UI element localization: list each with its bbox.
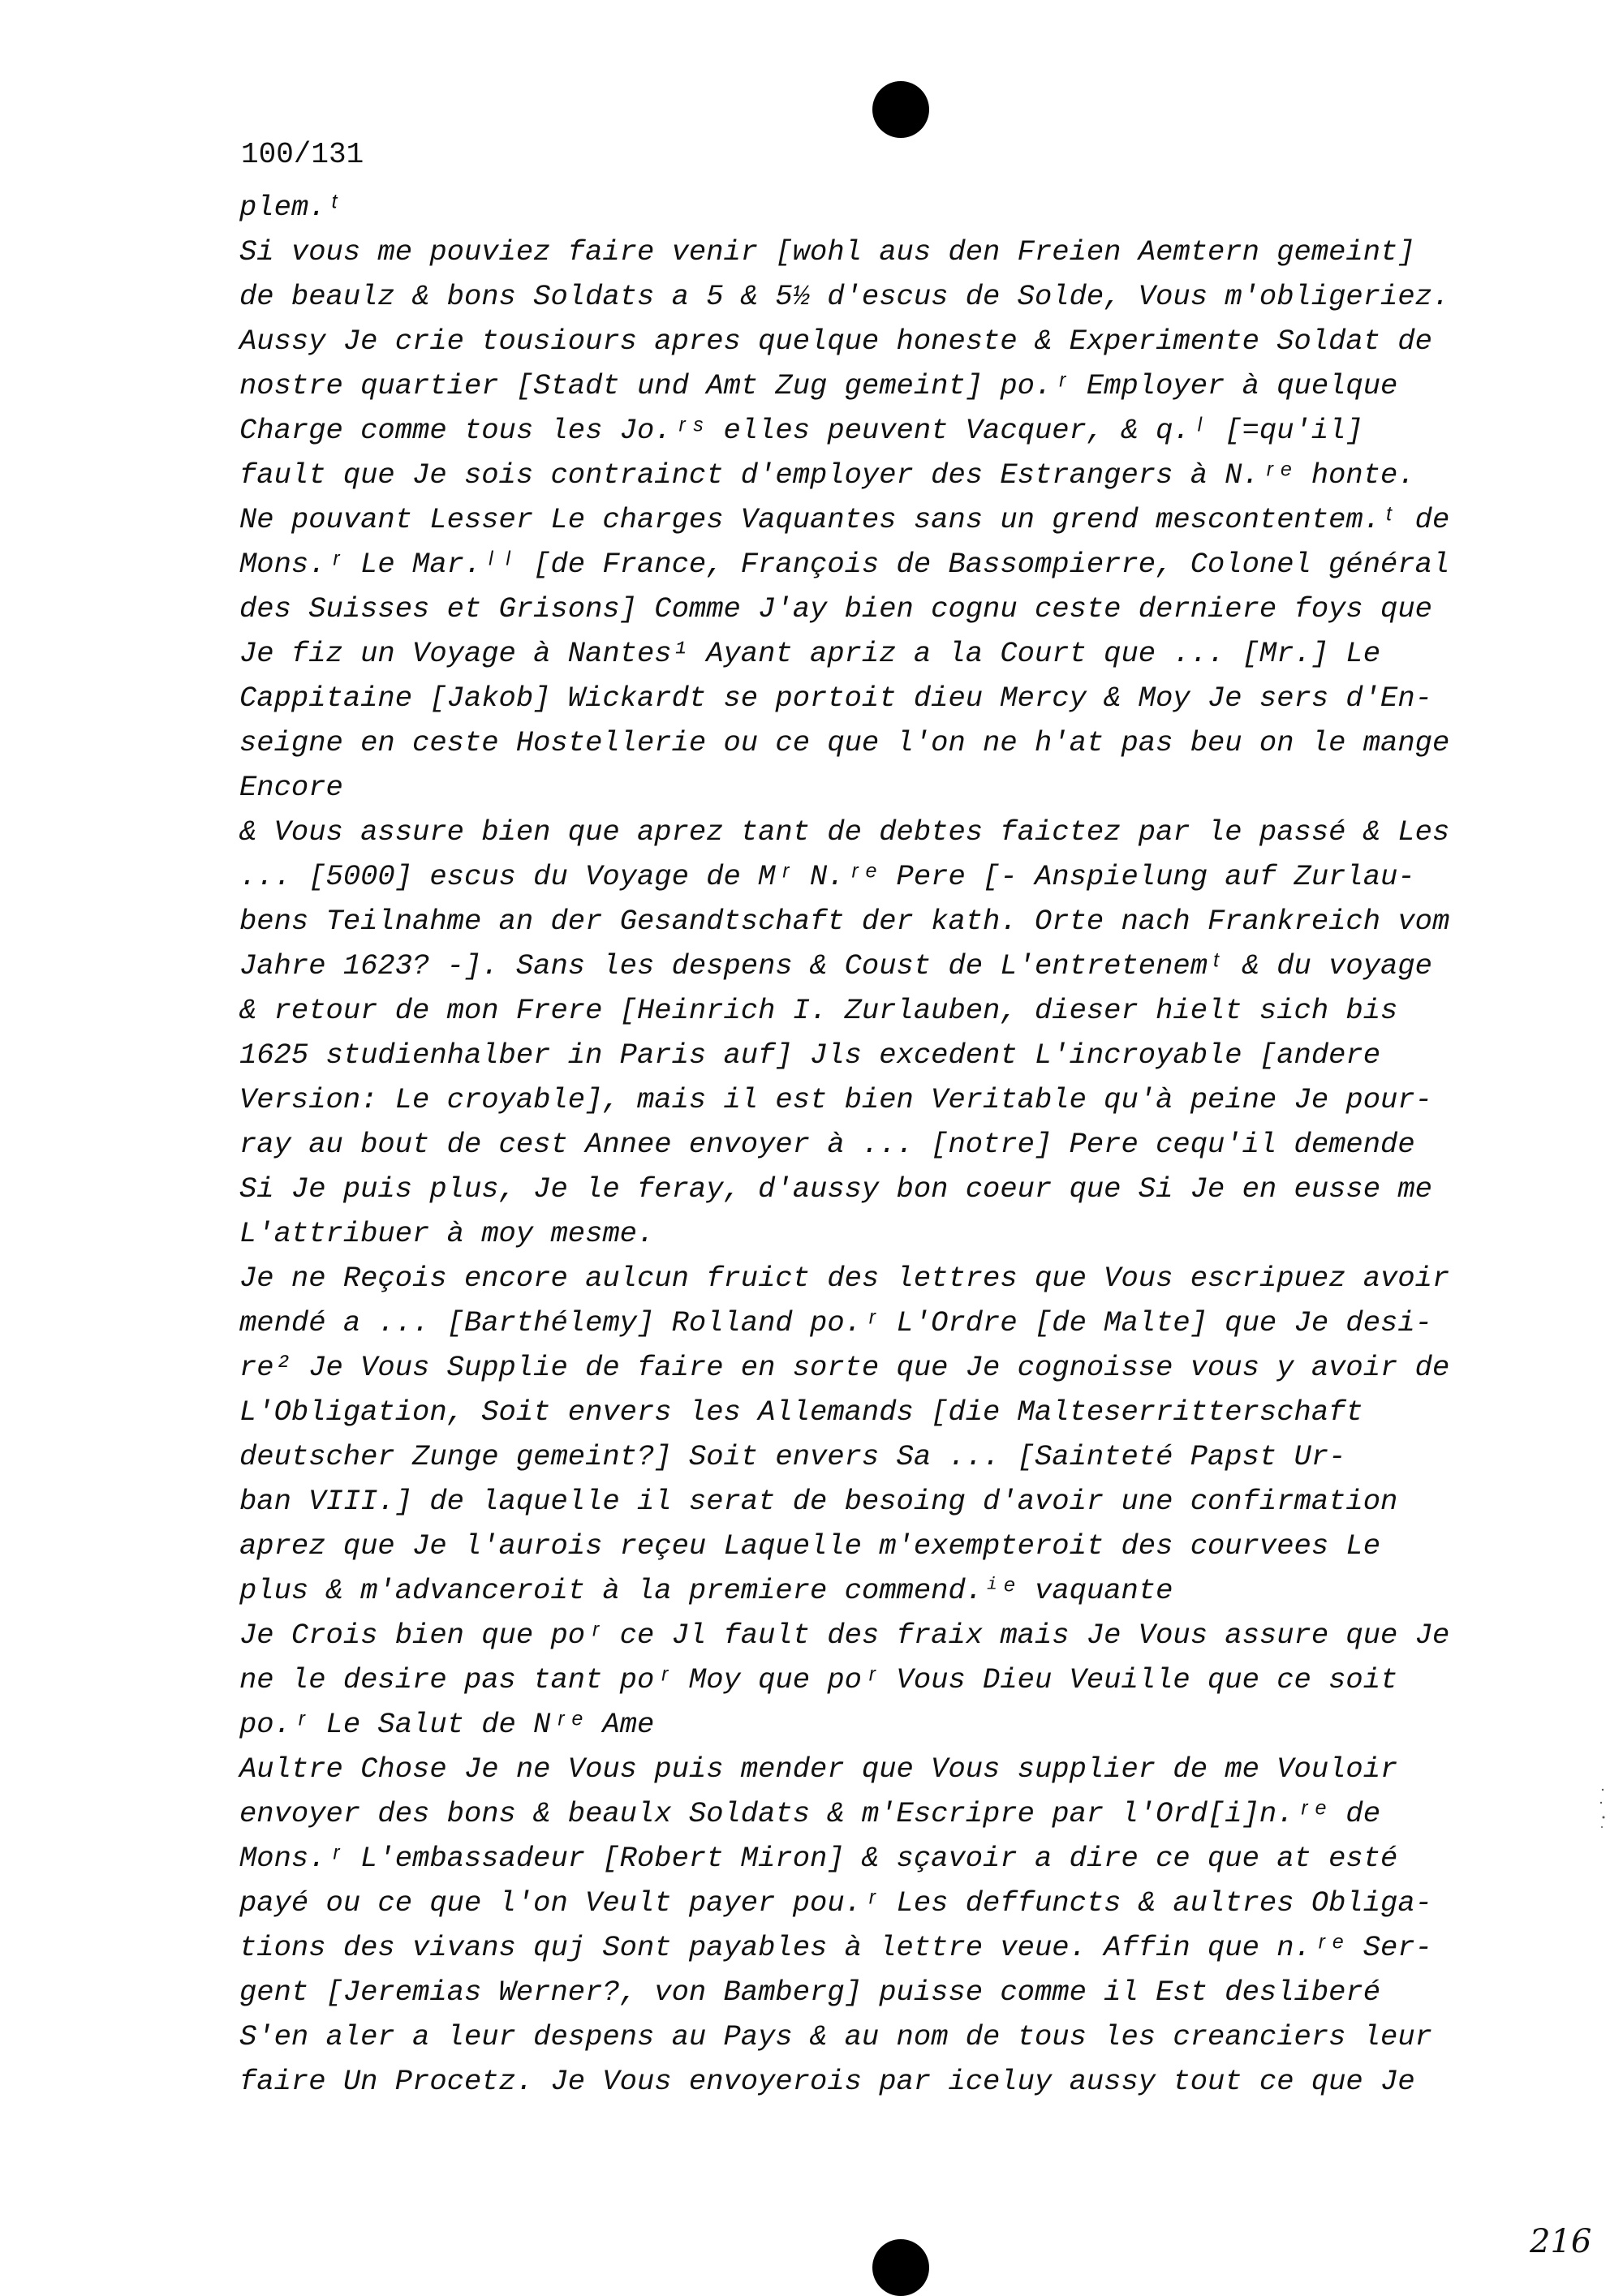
text-line: Mons.ʳ Le Mar.ˡˡ [de France, François de Bassompierre, Colonel général [239, 548, 1450, 581]
punch-hole-top [872, 81, 929, 138]
text-line: & retour de mon Frere [Heinrich I. Zurlauben, dieser hielt sich bis [239, 994, 1398, 1027]
text-line: Si Je puis plus, Je le feray, d'aussy bon coeur que Si Je en eusse me [239, 1172, 1432, 1206]
text-line: Version: Le croyable], mais il est bien Veritable qu'à peine Je pour- [239, 1083, 1432, 1116]
text-line: Charge comme tous les Jo.ʳˢ elles peuvent Vacquer, & q.ˡ [=qu'il] [239, 414, 1363, 447]
text-line: aprez que Je l'aurois reçeu Laquelle m'exempteroit des courvees Le [239, 1529, 1381, 1563]
text-line: fault que Je sois contrainct d'employer des Estrangers à N.ʳᵉ honte. [239, 458, 1415, 492]
text-line: Encore [239, 771, 343, 804]
text-line: faire Un Procetz. Je Vous envoyerois par iceluy aussy tout ce que Je [239, 2065, 1415, 2098]
text-line: plem.ᵗ [239, 191, 343, 224]
text-line: & Vous assure bien que aprez tant de debtes faictez par le passé & Les [239, 815, 1450, 849]
text-line: Aussy Je crie tousiours apres quelque honeste & Experimente Soldat de [239, 325, 1432, 358]
text-line: nostre quartier [Stadt und Amt Zug gemeint] po.ʳ Employer à quelque [239, 369, 1398, 402]
text-line: Jahre 1623? -]. Sans les despens & Coust de L'entretenemᵗ & du voyage [239, 949, 1432, 982]
text-line: 1625 studienhalber in Paris auf] Jls excedent L'incroyable [andere [239, 1038, 1381, 1072]
text-line: de beaulz & bons Soldats a 5 & 5½ d'escus de Solde, Vous m'obligeriez. [239, 280, 1450, 313]
text-line: S'en aler a leur despens au Pays & au nom de tous les creanciers leur [239, 2020, 1432, 2053]
text-line: re² Je Vous Supplie de faire en sorte que Je cognoisse vous y avoir de [239, 1351, 1450, 1384]
text-line: Je fiz un Voyage à Nantes¹ Ayant apriz a la Court que ... [Mr.] Le [239, 637, 1381, 670]
text-line: po.ʳ Le Salut de Nʳᵉ Ame [239, 1708, 655, 1741]
text-line: Ne pouvant Lesser Le charges Vaquantes sans un grend mescontentem.ᵗ de [239, 503, 1450, 536]
text-line: seigne en ceste Hostellerie ou ce que l'on ne h'at pas beu on le mange [239, 726, 1450, 759]
scan-specks [1595, 1785, 1611, 1834]
page-number: 100/131 [241, 138, 364, 171]
text-line: bens Teilnahme an der Gesandtschaft der kath. Orte nach Frankreich vom [239, 905, 1450, 938]
text-line: Si vous me pouviez faire venir [wohl aus den Freien Aemtern gemeint] [239, 235, 1415, 269]
text-line: tions des vivans quj Sont payables à lettre veue. Affin que n.ʳᵉ Ser- [239, 1931, 1432, 1964]
text-line: plus & m'advanceroit à la premiere commend.ⁱᵉ vaquante [239, 1574, 1173, 1607]
text-line: deutscher Zunge gemeint?] Soit envers Sa ... [Sainteté Papst Ur- [239, 1440, 1346, 1473]
text-line: ... [5000] escus du Voyage de Mʳ N.ʳᵉ Pere [- Anspielung auf Zurlau- [239, 860, 1415, 893]
text-line: mendé a ... [Barthélemy] Rolland po.ʳ L'Ordre [de Malte] que Je desi- [239, 1306, 1432, 1339]
text-line: Mons.ʳ L'embassadeur [Robert Miron] & sçavoir a dire ce que at esté [239, 1842, 1398, 1875]
text-line: ban VIII.] de laquelle il serat de besoing d'avoir une confirmation [239, 1485, 1398, 1518]
transcription-body [239, 185, 1489, 2104]
punch-hole-bottom [872, 2239, 929, 2296]
text-line: Cappitaine [Jakob] Wickardt se portoit dieu Mercy & Moy Je sers d'En- [239, 681, 1432, 715]
text-line: ne le desire pas tant poʳ Moy que poʳ Vous Dieu Veuille que ce soit [239, 1663, 1398, 1696]
text-line: Je Crois bien que poʳ ce Jl fault des fraix mais Je Vous assure que Je [239, 1619, 1450, 1652]
text-line: Aultre Chose Je ne Vous puis mender que Vous supplier de me Vouloir [239, 1752, 1398, 1786]
text-line: Je ne Reçois encore aulcun fruict des lettres que Vous escripuez avoir [239, 1262, 1450, 1295]
folio-mark: 216 [1530, 2223, 1592, 2260]
text-line: envoyer des bons & beaulx Soldats & m'Escripre par l'Ord[i]n.ʳᵉ de [239, 1797, 1381, 1830]
text-line: des Suisses et Grisons] Comme J'ay bien cognu ceste derniere foys que [239, 592, 1432, 626]
text-line: gent [Jeremias Werner?, von Bamberg] puisse comme il Est desliberé [239, 1976, 1381, 2009]
text-line: ray au bout de cest Annee envoyer à ... [notre] Pere cequ'il demende [239, 1128, 1415, 1161]
text-line: L'Obligation, Soit envers les Allemands [die Malteserritterschaft [239, 1395, 1363, 1429]
text-line: L'attribuer à moy mesme. [239, 1217, 655, 1250]
text-line: payé ou ce que l'on Veult payer pou.ʳ Les deffuncts & aultres Obliga- [239, 1886, 1432, 1920]
